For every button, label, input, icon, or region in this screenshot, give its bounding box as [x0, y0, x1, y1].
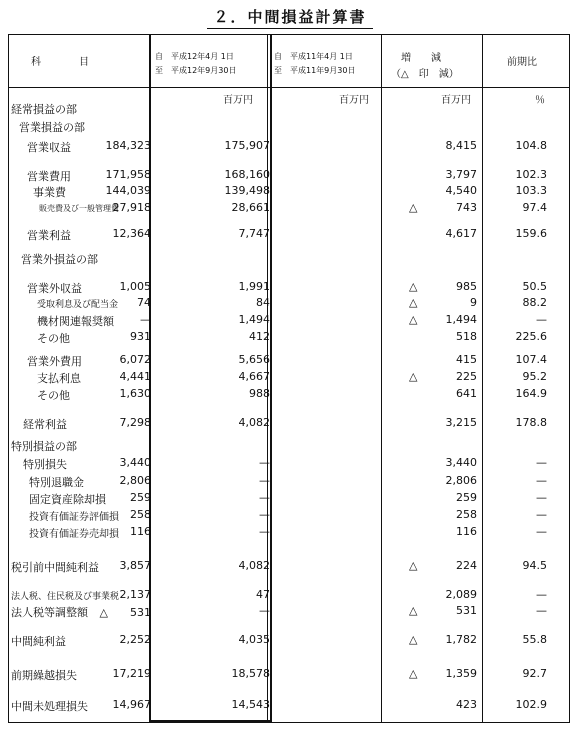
table-row: 販売費及び一般管理費 27,918 28,661 △ 743 97.4 — [39, 201, 547, 214]
table-row: 営業収益 184,323 175,907 8,415 104.8 — [27, 139, 547, 154]
section-extraordinary: 特別損益の部 — [11, 440, 77, 453]
change-subheader: （△ 印 減） — [391, 69, 459, 80]
page-title: ２．中間損益計算書 — [0, 6, 580, 29]
prev-to-date: 平成11年9月30日 — [290, 66, 356, 75]
section-operating: 営業損益の部 — [19, 121, 85, 134]
table-row: 営業費用 171,958 168,160 3,797 102.3 — [27, 168, 547, 183]
table-row: 税引前中間純利益 3,857 4,082 △ 224 94.5 — [11, 559, 547, 574]
table-row: 営業外収益 1,005 1,991 △ 985 50.5 — [27, 280, 547, 295]
unit-ratio: ％ — [535, 95, 545, 106]
table-row: 受取利息及び配当金 74 84 △ 9 88.2 — [37, 296, 547, 310]
table-row: 特別退職金 2,806 — 2,806 — — [29, 474, 547, 489]
table-row: その他 1,630 988 641 164.9 — [37, 387, 547, 402]
table-row: 投資有価証券評価損 258 — 258 — — [29, 508, 547, 523]
cur-from-label: 自 — [155, 52, 163, 61]
unit-previous: 百万円 — [339, 95, 369, 106]
table-row: 法人税、住民税及び事業税 2,137 47 2,089 — — [11, 588, 547, 602]
table-row: 機材関連報奨額 — 1,494 △ 1,494 — — [37, 313, 547, 328]
header-divider — [9, 87, 569, 88]
unit-current: 百万円 — [223, 95, 253, 106]
table-row: 経常利益 7,298 4,082 3,215 178.8 — [23, 416, 547, 431]
cur-to-label: 至 — [155, 66, 163, 75]
income-statement-table — [8, 34, 570, 723]
section-ordinary: 経常損益の部 — [11, 103, 77, 116]
table-row: 営業利益 12,364 7,747 4,617 159.6 — [27, 227, 547, 242]
cur-to-date: 平成12年9月30日 — [171, 66, 237, 75]
table-row: 前期繰越損失 17,219 18,578 △ 1,359 92.7 — [11, 667, 547, 682]
table-row: 営業外費用 6,072 5,656 415 107.4 — [27, 353, 547, 368]
prev-from-date: 平成11年4月 1日 — [290, 52, 353, 61]
unit-change: 百万円 — [441, 95, 471, 106]
ratio-header: 前期比 — [507, 57, 537, 68]
section-non-operating: 営業外損益の部 — [21, 253, 98, 266]
table-row: 特別損失 3,440 — 3,440 — — [23, 456, 547, 471]
table-row: その他 931 412 518 225.6 — [37, 330, 547, 345]
table-row: 事業費 144,039 139,498 4,540 103.3 — [33, 184, 547, 199]
table-row: 法人税等調整額 △ 531 — △ 531 — — [11, 604, 547, 619]
table-row: 中間純利益 2,252 4,035 △ 1,782 55.8 — [11, 633, 547, 648]
cur-from-date: 平成12年4月 1日 — [171, 52, 234, 61]
change-header: 増 減 — [401, 53, 441, 64]
subject-header: 科 目 — [31, 57, 91, 68]
prev-to-label: 至 — [274, 66, 282, 75]
table-row: 固定資産除却損 259 — 259 — — [29, 491, 547, 506]
table-row: 投資有価証券売却損 116 — 116 — — [29, 525, 547, 540]
table-row: 中間未処理損失 14,967 14,543 423 102.9 — [11, 698, 547, 713]
prev-from-label: 自 — [274, 52, 282, 61]
table-row: 支払利息 4,441 4,667 △ 225 95.2 — [37, 370, 547, 385]
